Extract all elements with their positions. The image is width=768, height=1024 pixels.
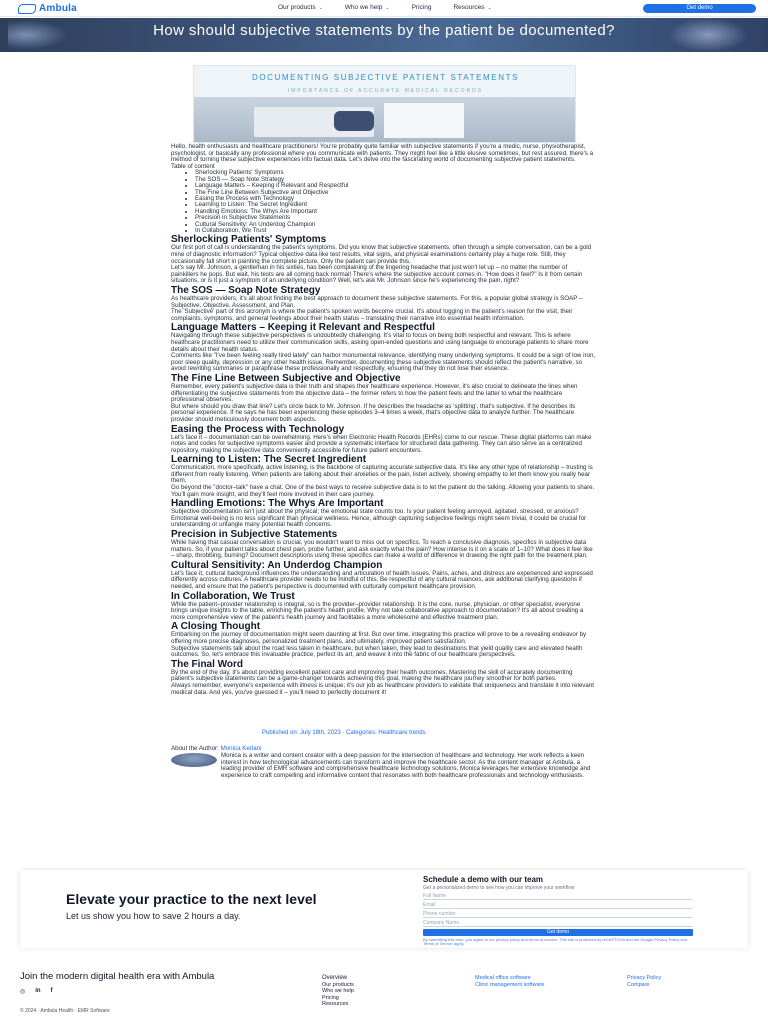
demo-form (423, 875, 693, 947)
footer-link[interactable]: Resources (322, 1001, 349, 1007)
footer-link[interactable]: Compare (627, 981, 650, 988)
footer-column-products (475, 975, 544, 988)
section-paragraph: While having that casual conversation is crucial, you wouldn't want to miss out on specifics. To reach a conclusive diagnosis, specifics in subjective data matters. So, if your patient talks about chest pain, probe further, and ask exactly what the pain? How intense is it on a scale of 1–10? What does it feel like – sharp, throbbing, burning? Document descriptions using these specifics can make a world of difference in drawing the right path for the treatment plan. (171, 539, 593, 560)
chevron-down-icon: ⌄ (385, 4, 390, 11)
instagram-icon[interactable]: ◎ (20, 989, 26, 995)
chevron-down-icon: ⌄ (318, 4, 323, 11)
nav-resources[interactable]: Resources ⌄ (453, 4, 492, 11)
nav-our-products[interactable]: Our products ⌄ (278, 4, 323, 11)
linkedin-icon[interactable]: in (35, 988, 41, 994)
toc-item[interactable]: • Precision in Subjective Statements (195, 215, 596, 221)
section-paragraph: As healthcare providers, it's all about finding the best approach to document these subjective statements. For this, a popular global strategy is SOAP – Subjective, Objective, Assessment, and Plan. (171, 295, 583, 309)
toc-item[interactable]: • Cultural Sensitivity: An Underdog Champion (195, 222, 596, 228)
ambula-logo-icon (18, 4, 36, 14)
section-paragraph: Let's face it – documentation can be overwhelming. Here's when Electronic Health Records (EHRs) come to our rescue. These digital platforms can make notes and codes for subjective symptoms easier and provide a systematic interface for structured data gathering. They can also serve as a centralized repository, making the subjective data conveniently accessible for future patient encounters. (171, 433, 592, 454)
section-paragraph: Let's say Mr. Johnson, a gentleman in his sixties, has been complaining of the lingering headache that just won't let up – no matter the number of painkillers he pops. But wait, his tests are all coming back normal! There's where the subjective account comes in. "How does it feel?" Is it from certain situations, or is it just a symptom of an underlying condition? Well, let's ask Mr. Johnson since he's experiencing the pain, right? (171, 264, 583, 285)
section-paragraph: Embarking on the journey of documentation might seem daunting at first. But over time, integrating this practice will prove to be a revealing endeavor by offering more precise diagnoses, personalized treatment plans, and ultimately, improved patient satisfaction. (171, 631, 587, 645)
footer-link[interactable]: Our products (322, 981, 354, 988)
footer-tagline: Join the modern digital health era with Ambula (20, 971, 215, 982)
author-box (171, 745, 596, 779)
footer-link[interactable]: Medical office software (475, 975, 531, 981)
section-heading: Handling Emotions: The Whys Are Important (171, 498, 384, 510)
social-links (20, 988, 53, 995)
toc-title: Table of content (171, 162, 215, 170)
top-nav (0, 0, 768, 17)
article-body (171, 144, 596, 696)
section-heading: Sherlocking Patients' Symptoms (171, 234, 327, 246)
cta-subtitle: Let us show you how to save 2 hours a day. (66, 911, 241, 921)
section-paragraph: Subjective statements talk about the road less taken in healthcare, but when taken, they lead to destinations that yield quality care and elevated health outcomes. So, let's embrace this invaluable practice, perfect its art, and weave it into the fabric of our healthcare perspectives. (171, 644, 583, 659)
facebook-icon[interactable]: f (50, 988, 53, 994)
section-paragraph: Comments like "I've been feeling really tired lately" can harbor monumental relevance, identifying many underlying symptoms. It could be a sign of low iron, poor sleep quality, depression or any other health issue. Remember, documenting these subjective statements should reflect the patient's narrative, so avoid rewriting summaries or paraphrase these professionally and respectfully, ensuring that they do not lose their essence. (171, 352, 596, 373)
site-footer (0, 955, 768, 1024)
section-heading: A Closing Thought (171, 621, 261, 633)
toc-item[interactable]: • In Collaboration, We Trust (195, 228, 596, 234)
section-heading: Precision in Subjective Statements (171, 529, 338, 541)
page-title: How should subjective statements by the patient be documented? (153, 22, 615, 39)
table-of-contents (171, 170, 596, 234)
section-heading: The Fine Line Between Subjective and Objective (171, 372, 401, 384)
section-paragraph: Subjective documentation isn't just about the physical; the emotional state counts too. Is your patient feeling annoyed, agitated, stressed, or anxious? Emotional well-being is no less significant than physical wellness. Hence, although capturing subjective feelings might seem trivial, it could be crucial for understanding or untangle many potential health concerns. (171, 508, 587, 529)
logo-text: Ambula (39, 3, 77, 14)
form-description: Get a personalized demo to see how you can improve your workflow (423, 885, 575, 891)
section-paragraph: Our first port of call is understanding the patient's symptoms. Did you know that subjective statements, often through a simple conversation, can be a gold mine of diagnostic information? Typical objective data like test results, vital signs, and physical examinations certainly play a huge role. Still, they occasionally fall short in painting the complete picture. Only the patient can provide this. (171, 244, 592, 265)
full-name-field[interactable]: Full Name (423, 892, 693, 900)
section-heading: The Final Word (171, 658, 244, 670)
email-field[interactable]: Email (423, 901, 693, 909)
author-name-link[interactable]: Monica Kerlani (220, 745, 262, 752)
section-paragraph: But where should you draw that line? Let's circle back to Mr. Johnson. If he describes the headache as 'splitting', that's subjective. If he describes its personal experience. If he says he has been experiencing these episodes 3–4 times a week, that's objective data to analyze further. The healthcare provider should meticulously document both aspects. (171, 402, 576, 423)
author-bio: Monica is a writer and content creator with a deep passion for the intersection of healthcare and technology. Her work reflects a keen interest in how technological advancements can transform and improve the healthcare sector. As the content manager at Ambula, a leading provider of EMR software and comprehensive healthcare technology solutions, Monica leverages her extensive knowledge and experience to craft compelling and informative content that resonates with both healthcare professionals and technology enthusiasts. (221, 752, 591, 779)
section-paragraph: Communication, more specifically, active listening, is the backbone of capturing accurate subjective data. It's like any other type of relationship – trusting is different from really listening. When patients are talking about their anxieties or the pain, listen actively, showing empathy to let them know you really hear them. (171, 464, 593, 485)
section-paragraph: By the end of the day, it's about providing excellent patient care and improving their health outcomes. Mastering the skill of accurately documenting patient's subjective statements can be a game-changer towards achieving this goal, making the healthcare journey smoother for both parties. (171, 668, 573, 683)
section-paragraph: Go beyond the "doctor–talk" have a chat. One of the best ways to receive subjective data is to let the patient do the talking. Allowing your patients to share. You'll gain more insight, and they'll feel more involved in their care journey. (171, 484, 595, 498)
copyright-text: © 2024 · Ambula Health · EMR Software (20, 1008, 110, 1014)
toc-item[interactable]: • The Fine Line Between Subjective and Objective (195, 190, 596, 196)
chevron-down-icon: ⌄ (487, 4, 492, 11)
post-byline[interactable]: Published on: July 18th, 2023 · Categories: Healthcare trends (262, 730, 426, 736)
phone-field[interactable]: Phone number (423, 910, 693, 918)
section-paragraph: The 'Subjective' part of this acronym is where the patient's spoken words become crucial. It's about logging in the patient's reason for the visit, their complaints, symptoms, and general feelings about their health status – translating their narrative into essential health information. (171, 308, 573, 322)
form-legal-text: By submitting this form, you agree to our privacy policy and terms of service. This site is protected by reCAPTCHA and the Google Privacy Policy and Terms of Service apply. (423, 937, 688, 947)
author-heading: About the Author: Monica Kerlani (171, 745, 262, 752)
photo-paper (384, 103, 464, 138)
footer-link[interactable]: Privacy Policy (627, 975, 662, 981)
section-heading: The SOS — Soap Note Strategy (171, 285, 321, 296)
nav-links (278, 4, 492, 11)
cta-title: Elevate your practice to the next level (66, 891, 317, 907)
footer-column-heading: Overview (322, 975, 348, 981)
toc-item[interactable]: • Learning to Listen: The Secret Ingredient (195, 202, 596, 208)
form-title: Schedule a demo with our team (423, 875, 544, 884)
section-paragraph: Let's face it, cultural background influences the understanding and articulation of health issues. Pains, aches, and distress are experienced and expressed differently across cultures. A healthcare provider needs to be mindful of this. Be respectful of any cultural nuances, ask additional clarifying questions if needed, and ensure that the patient's perspective is documented with culturally competent healthcare provision. (171, 569, 593, 590)
toc-item[interactable]: • Handling Emotions: The Whys Are Important (195, 209, 596, 215)
author-avatar (171, 753, 217, 767)
section-heading: In Collaboration, We Trust (171, 590, 295, 602)
photo-hand (334, 111, 374, 131)
article-intro: Hello, health enthusiasts and healthcare practitioners! You're probably quite familiar with subjective statements if you're a medic, nurse, physiotherapist, psychologist, or basically any professional where you communicate with patients. They might feel like a little elusive sometimes, but rest assured, there's a method of turning these subjective experiences into factual data. Let's delve into the fascinating world of documenting subjective patient statements. (171, 143, 594, 164)
section-heading: Cultural Sensitivity: An Underdog Champion (171, 559, 383, 571)
featured-image-title: DOCUMENTING SUBJECTIVE PATIENT STATEMENTS (251, 73, 520, 82)
featured-photo (194, 97, 576, 143)
nav-pricing[interactable]: Pricing (411, 4, 432, 11)
toc-item[interactable]: • Language Matters – Keeping it Relevant and Respectful (195, 183, 596, 189)
section-paragraph: Always remember, everyone's experience with illness is unique; it's our job as healthcare providers to validate that uniqueness and translate it into relevant medical data. And yes, you've guessed it – you'll need to perfectly document it! (171, 681, 594, 696)
section-paragraph: Remember, every patient's subjective data is their truth and shapes their healthcare experience. However, it's also crucial to delineate the lines when differentiating the subjective statements from the objective data – the former refers to how the patient feels and the latter to what the healthcare professional observes. (171, 382, 578, 404)
section-heading: Language Matters – Keeping it Relevant and Respectful (171, 322, 435, 334)
ambula-logo[interactable] (18, 3, 77, 14)
section-paragraph: Navigating through these subjective perspectives is undoubtedly challenging. It's vital to focus on being both respectful and relevant. This is where healthcare practitioners need to utilize their communication skills, asking open-ended questions and using language to encourage patients to share more details about their health status. (171, 332, 589, 353)
section-paragraph: While the patient–provider relationship is integral, so is the provider–provider relationship. It is the core, nurse, physician, or other specialist, everyone brings unique insights to the table, enriching the patient's health profile. Why not take collaborative approach to documentation? It's all about creating a more comprehensive view of the patient's health journey and facilitates a more wholesome and effective treatment plan. (171, 600, 584, 621)
footer-link[interactable]: Clinic management software (475, 981, 545, 988)
get-demo-button[interactable]: Get demo (643, 4, 756, 13)
demo-cta-section (20, 870, 748, 948)
footer-link[interactable]: Who we help (322, 988, 354, 994)
toc-item[interactable]: • Sherlocking Patients' Symptoms (195, 170, 596, 176)
company-field[interactable]: Company Name (423, 919, 693, 927)
section-heading: Learning to Listen: The Secret Ingredient (171, 454, 367, 466)
submit-demo-button[interactable]: Get demo (423, 929, 693, 936)
toc-item[interactable]: • Easing the Process with Technology (195, 196, 596, 202)
toc-item[interactable]: • The SOS — Soap Note Strategy (195, 177, 596, 183)
nav-who-we-help[interactable]: Who we help ⌄ (344, 4, 390, 11)
hero-banner (0, 18, 768, 52)
footer-column-legal (627, 975, 661, 988)
featured-image-subtitle: IMPORTANCE OF ACCURATE MEDICAL RECORDS (287, 88, 484, 94)
featured-image (193, 65, 576, 143)
footer-column-overview (322, 975, 354, 1008)
footer-link[interactable]: Pricing (322, 994, 339, 1001)
section-heading: Easing the Process with Technology (171, 423, 345, 435)
